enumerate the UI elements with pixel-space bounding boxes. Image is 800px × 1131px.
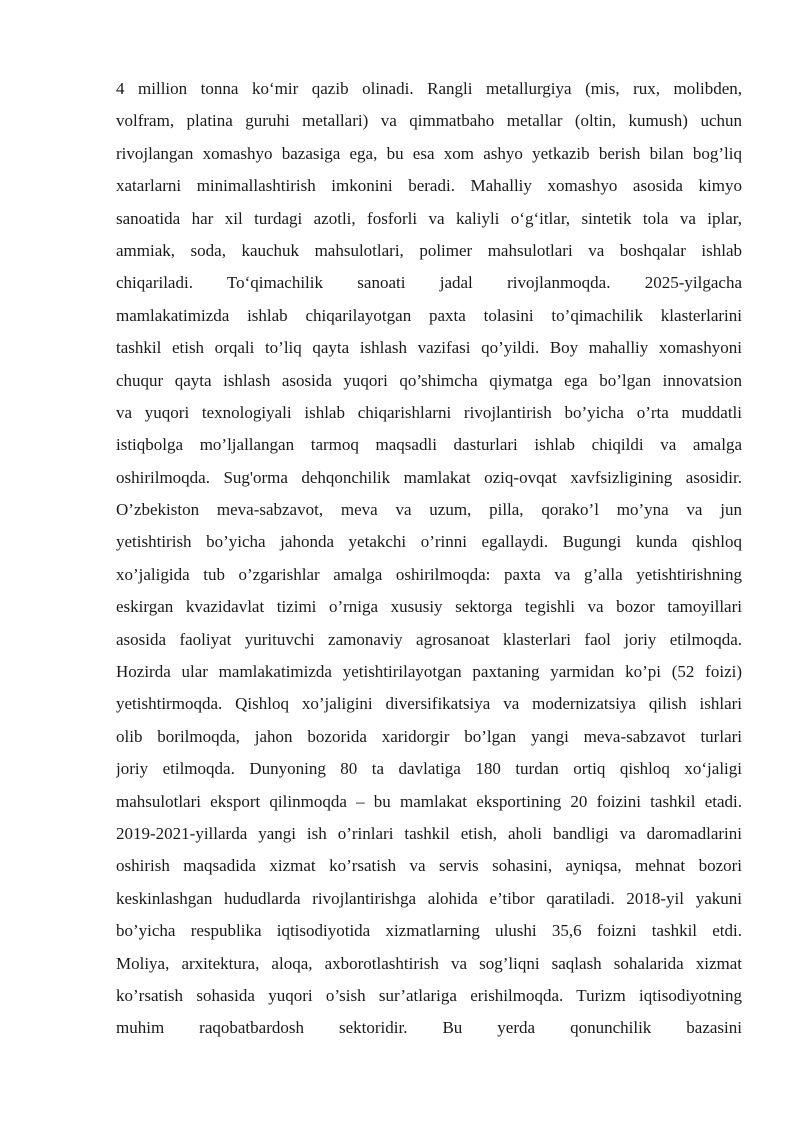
text-line: oshirish maqsadida xizmat ko’rsatish va servis sohasini, ayniqsa, mehnat bozori (116, 856, 742, 876)
text-line: ammiak, soda, kauchuk mahsulotlari, polimer mahsulotlari va boshqalar ishlab (116, 240, 742, 260)
text-line: istiqbolga mo’ljallangan tarmoq maqsadli dasturlari ishlab chiqildi va amalga (116, 435, 742, 455)
text-line: bo’yicha respublika iqtisodiyotida xizmatlarning ulushi 35,6 foizni tashkil etdi. (116, 921, 742, 941)
text-line: 2019-2021-yillarda yangi ish o’rinlari tashkil etish, aholi bandligi va daromadlarini (116, 823, 742, 843)
text-line: yetishtirmoqda. Qishloq xo’jaligini diversifikatsiya va modernizatsiya qilish ishlari (116, 694, 742, 714)
text-line: oshirilmoqda. Sug'orma dehqonchilik mamlakat oziq-ovqat xavfsizligining asosidir. (116, 467, 742, 487)
text-line: 4 million tonna ko‘mir qazib olinadi. Rangli metallurgiya (mis, rux, molibden, (116, 79, 742, 98)
text-line: sanoatida har xil turdagi azotli, fosforli va kaliyli o‘g‘itlar, sintetik tola va iplar, (116, 208, 742, 228)
text-line: chiqariladi. To‘qimachilik sanoati jadal rivojlanmoqda. 2025-yilgacha (116, 273, 742, 293)
text-line: rivojlangan xomashyo bazasiga ega, bu esa xom ashyo yetkazib berish bilan bog’liq (116, 143, 742, 163)
text-line: Moliya, arxitektura, aloqa, axborotlashtirish va sog’liqni saqlash sohalarida xizmat (116, 953, 742, 973)
text-line: muhim raqobatbardosh sektoridir. Bu yerda qonunchilik bazasini (116, 1018, 742, 1038)
text-line: chuqur qayta ishlash asosida yuqori qo’shimcha qiymatga ega bo’lgan innovatsion (116, 370, 742, 390)
text-line: ko’rsatish sohasida yuqori o’sish sur’atlariga erishilmoqda. Turizm iqtisodiyotning (116, 985, 742, 1005)
text-line: asosida faoliyat yurituvchi zamonaviy agrosanoat klasterlari faol joriy etilmoqda. (116, 629, 742, 649)
text-line: tashkil etish orqali to’liq qayta ishlash vazifasi qo’yildi. Boy mahalliy xomashyoni (116, 338, 742, 358)
text-line: yetishtirish bo’yicha jahonda yetakchi o’rinni egallaydi. Bugungi kunda qishloq (116, 532, 742, 552)
text-line: olib borilmoqda, jahon bozorida xaridorgir bo’lgan yangi meva-sabzavot turlari (116, 726, 742, 746)
body-text (116, 73, 742, 1045)
text-line: va yuqori texnologiyali ishlab chiqarishlarni rivojlantirish bo’yicha o’rta muddatli (116, 402, 742, 422)
text-line: xatarlarni minimallashtirish imkonini beradi. Mahalliy xomashyo asosida kimyo (116, 176, 742, 196)
text-line: eskirgan kvazidavlat tizimi o’rniga xususiy sektorga tegishli va bozor tamoyillari (116, 597, 742, 617)
text-line: mahsulotlari eksport qilinmoqda – bu mamlakat eksportining 20 foizini tashkil etadi. (116, 791, 742, 811)
text-line: Hozirda ular mamlakatimizda yetishtirilayotgan paxtaning yarmidan ko’pi (52 foizi) (116, 662, 742, 682)
text-line: xo’jaligida tub o’zgarishlar amalga oshirilmoqda: paxta va g’alla yetishtirishning (116, 564, 742, 584)
text-line: keskinlashgan hududlarda rivojlantirishga alohida e’tibor qaratiladi. 2018-yil yakuni (116, 888, 742, 908)
text-line: mamlakatimizda ishlab chiqarilayotgan paxta tolasini to’qimachilik klasterlarini (116, 305, 742, 325)
text-line: O’zbekiston meva-sabzavot, meva va uzum, pilla, qorako’l mo’yna va jun (116, 500, 742, 520)
text-line: volfram, platina guruhi metallari) va qimmatbaho metallar (oltin, kumush) uchun (116, 111, 742, 131)
text-line: joriy etilmoqda. Dunyoning 80 ta davlatiga 180 turdan ortiq qishloq xo‘jaligi (116, 759, 742, 779)
